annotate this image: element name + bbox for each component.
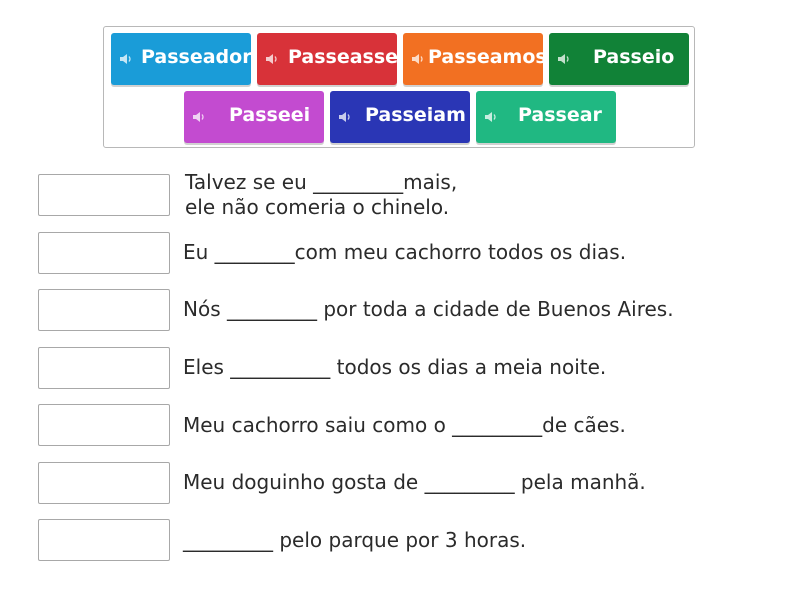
sentence-5: Meu cachorro saiu como o _________de cães. (183, 413, 626, 437)
word-tile-passeador[interactable] (111, 33, 251, 85)
answer-slot-5[interactable] (38, 404, 170, 446)
word-tile-passeamos[interactable] (403, 33, 547, 85)
word-tile-passeiam[interactable] (330, 91, 470, 143)
word-bank (103, 26, 695, 148)
sentence-7: _________ pelo parque por 3 horas. (183, 528, 527, 552)
word-tile-passear[interactable] (476, 91, 616, 143)
speaker-icon[interactable] (411, 52, 425, 66)
sentence-1-line-2: ele não comeria o chinelo. (185, 195, 450, 219)
tile-label: Passeador (141, 46, 252, 68)
answer-slot-2[interactable] (38, 232, 170, 274)
sentence-1-line-1: Talvez se eu _________mais, (185, 170, 458, 194)
tile-label: Passear (518, 104, 602, 126)
speaker-icon[interactable] (192, 110, 206, 124)
sentence-4: Eles __________ todos os dias a meia noite. (183, 355, 607, 379)
answer-slot-4[interactable] (38, 347, 170, 389)
answer-slot-7[interactable] (38, 519, 170, 561)
speaker-icon[interactable] (557, 52, 571, 66)
sentence-1 (185, 170, 457, 220)
tile-label: Passeamos (428, 46, 547, 68)
sentence-3: Nós _________ por toda a cidade de Buenos Aires. (183, 297, 674, 321)
speaker-icon[interactable] (338, 110, 352, 124)
tile-label: Passeio (593, 46, 675, 68)
sentence-6: Meu doguinho gosta de _________ pela manhã. (183, 470, 646, 494)
tile-label: Passeei (229, 104, 311, 126)
word-tile-passeei[interactable] (184, 91, 324, 143)
answer-slot-6[interactable] (38, 462, 170, 504)
sentence-2: Eu ________com meu cachorro todos os dias. (183, 240, 627, 264)
word-tile-passeasse[interactable] (257, 33, 397, 85)
answer-slot-1[interactable] (38, 174, 170, 216)
speaker-icon[interactable] (119, 52, 133, 66)
answer-slot-3[interactable] (38, 289, 170, 331)
word-tile-passeio[interactable] (549, 33, 689, 85)
speaker-icon[interactable] (484, 110, 498, 124)
speaker-icon[interactable] (265, 52, 279, 66)
tile-label: Passeiam (365, 104, 466, 126)
tile-label: Passeasse (288, 46, 399, 68)
